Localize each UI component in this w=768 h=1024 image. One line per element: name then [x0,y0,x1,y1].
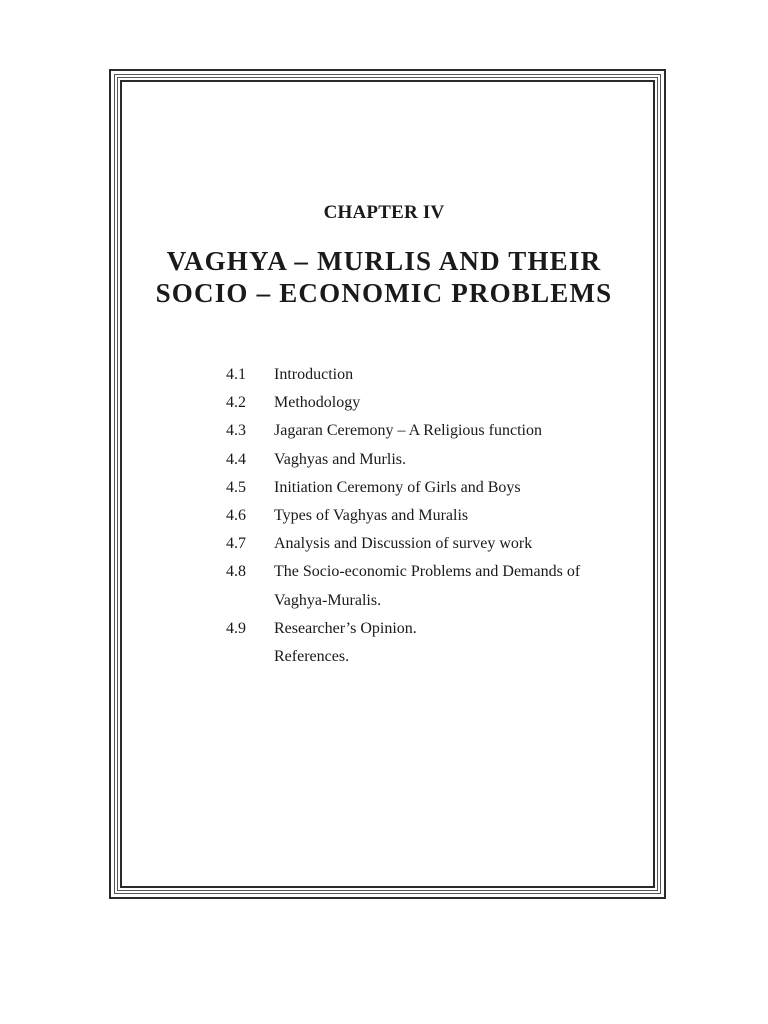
toc-title: Introduction [274,366,354,383]
toc-number: 4.6 [226,506,246,524]
toc-item-continuation [226,587,580,615]
toc-item [226,446,580,474]
toc-number: 4.2 [226,394,246,412]
toc-number: 4.7 [226,535,246,553]
toc-item [226,558,580,586]
toc-item [226,530,580,558]
toc-title: Types of Vaghyas and Muralis [274,506,469,524]
toc-item [226,474,580,502]
chapter-title-line-1: VAGHYA – MURLIS AND THEIR [166,246,602,276]
toc-title: References. [274,647,350,665]
toc-item [226,502,580,530]
toc-title: Researcher’s Opinion. [274,619,417,637]
table-of-contents [226,361,580,671]
toc-title: Methodology [274,394,361,412]
toc-item [226,615,580,643]
toc-item [226,389,580,417]
toc-title: Vaghyas and Murlis. [274,450,406,468]
chapter-label: CHAPTER IV [323,202,445,223]
toc-number: 4.3 [226,422,246,440]
toc-number: 4.9 [226,619,246,637]
toc-title: Vaghya-Muralis. [274,591,382,609]
toc-title: The Socio-economic Problems and Demands of [274,563,581,581]
toc-title: Jagaran Ceremony – A Religious function [274,422,542,440]
toc-item-references [226,643,580,671]
toc-number: 4.4 [226,450,246,468]
chapter-title-line-2: SOCIO – ECONOMIC PROBLEMS [155,278,613,308]
toc-number: 4.1 [226,366,246,383]
toc-item [226,417,580,445]
toc-number: 4.5 [226,478,246,496]
toc-title: Initiation Ceremony of Girls and Boys [274,478,521,496]
toc-number: 4.8 [226,563,246,581]
toc-item [226,361,580,389]
toc-title: Analysis and Discussion of survey work [274,535,533,553]
